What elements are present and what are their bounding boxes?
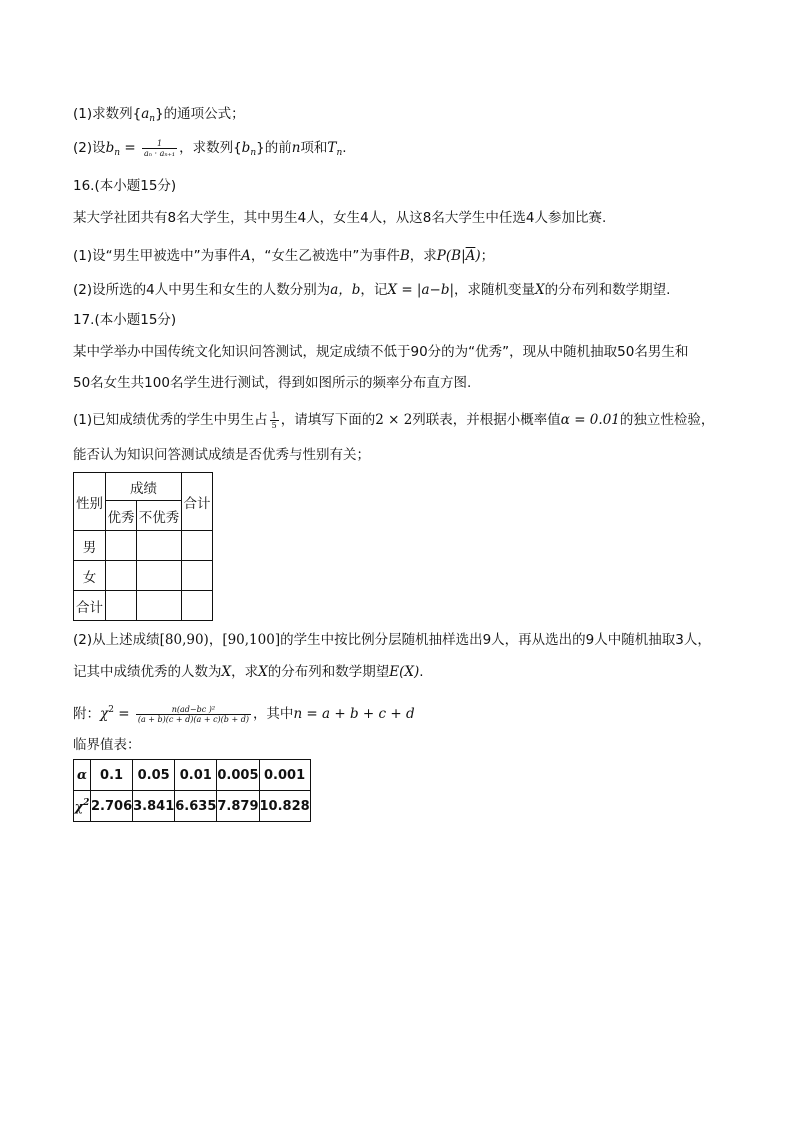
chi-value-cell: 6.635 [175,791,217,822]
q15-part1 [73,104,245,129]
alpha-cell: 0.05 [133,760,175,791]
var-A-complement: $\overline{A}$ [465,248,476,264]
q17-part1-text: (1)已知成绩优秀的学生中男生占 [73,412,268,428]
header-gender: 性别 [74,473,106,531]
subscript-n: n [149,114,156,124]
q15-part2-text-mid3: 项和 [300,140,328,156]
q17-part2-line1 [73,630,711,650]
q16-header: 16.(本小题15分) [73,178,177,194]
superscript-2: 2 [108,705,114,715]
table-cell [182,561,213,591]
table-cell [106,531,137,561]
alpha-value: α = 0.01 [560,412,620,428]
chi-value-cell: 2.706 [91,791,133,822]
row-total: 合计 [74,591,106,621]
row-female: 女 [74,561,106,591]
q16-part1 [73,246,494,266]
chi-square-fraction [136,705,251,724]
q15-part2-text-mid2: }的前 [256,140,292,156]
var-b: b [105,140,115,156]
row-male: 男 [74,531,106,561]
fraction-numerator: 1 [156,138,163,148]
alpha-cell: 0.01 [175,760,217,791]
appendix-formula [73,700,415,724]
appendix-text-mid: ，其中 [252,706,294,722]
q17-part1-line2: 能否认为知识问答测试成绩是否优秀与性别有关； [73,447,370,463]
q17-part2-text-post: 的学生中按比例分层随机抽样选出9人，再从选出的9人中随机抽取3人， [280,632,711,648]
subscript-n: n [250,148,257,158]
contingency-table [73,472,213,621]
q16-part2-text: (2)设所选的4人中男生和女生的人数分别为 [73,282,331,298]
fraction-numerator: 1 [271,410,277,420]
var-X: X [258,664,268,680]
var-A: A [241,248,251,264]
var-X: X [221,664,232,680]
table-size: 2 × 2 [375,412,413,428]
q16-part2 [73,280,670,300]
chi-symbol: χ [100,706,109,722]
q16-part1-text: (1)设“男生甲被选中”为事件 [73,248,242,264]
q17-part2-line2-text: 记其中成绩优秀的人数为 [73,664,222,680]
chi-value-cell: 7.879 [217,791,259,822]
fraction-denominator: (a + b)(c + d)(a + c)(b + d) [137,714,249,724]
alpha-cell: 0.1 [91,760,133,791]
header-excellent: 优秀 [106,501,137,531]
var-a: a [141,106,150,122]
subscript-n: n [114,148,121,158]
header-not-excellent: 不优秀 [137,501,182,531]
n-definition: n = a + b + c + d [293,706,415,722]
q17-part1 [73,410,714,430]
q16-part1-text-mid2: ，求 [409,248,437,264]
var-B: B [399,248,410,264]
fraction-denominator: 5 [271,420,277,430]
var-T: T [327,140,337,156]
fraction-one-fifth [270,411,279,430]
comma: ， [208,632,223,648]
q17-part1-text-end: 的独立性检验， [619,412,715,428]
period: . [419,664,424,680]
critical-value-title: 临界值表： [73,737,141,753]
q16-stem: 某大学社团共有8名大学生，其中男生4人，女生4人，从这8名大学生中任选4人参加比赛. [73,210,607,226]
table-cell [137,531,182,561]
q17-stem-line2: 50名女生共100名学生进行测试，得到如图所示的频率分布直方图. [73,375,472,391]
q17-part1-text-mid2: 列联表，并根据小概率值 [412,412,561,428]
q16-part2-text-end: 的分布列和数学期望. [544,282,671,298]
subscript-n: n [336,148,343,158]
q15-part2-text-mid: ，求数列{ [179,140,242,156]
probability-expr: P(B| [436,248,466,264]
var-n: n [291,140,301,156]
q15-part1-text: (1)求数列{ [73,106,142,122]
expectation-EX: E(X) [389,664,420,680]
critical-value-table [73,759,311,822]
alpha-cell: 0.005 [217,760,259,791]
probability-close: ) [475,248,481,264]
chi-label [74,791,91,822]
superscript-2: 2 [83,797,90,808]
table-cell [182,591,213,621]
expr-X: X = |a−b| [387,282,455,298]
var-X: X [535,282,545,298]
chi-value-cell: 3.841 [133,791,175,822]
q15-part1-text-end: }的通项公式； [155,106,245,122]
fraction [142,139,177,158]
period: . [342,140,347,156]
fraction-numerator: n(ad−bc )² [171,704,216,714]
q16-part2-text-mid2: ，求随机变量 [454,282,536,298]
fraction-denominator: aₙ · aₙ₊₁ [143,148,176,158]
q17-part2-line2-mid: ，求 [231,664,259,680]
q16-part2-text-mid: ，记 [360,282,388,298]
q17-part2-line2 [73,662,424,682]
q17-part2-text: (2)从上述成绩 [73,632,160,648]
q17-stem-line1: 某中学举办中国传统文化知识问答测试，规定成绩不低于90分的为“优秀”，现从中随机抽取50名男生和 [73,344,689,360]
equals-sign: = [113,706,134,722]
header-score: 成绩 [106,473,182,501]
header-total: 合计 [182,473,213,531]
chi-value-cell: 10.828 [259,791,310,822]
interval-90-100: [90,100] [222,632,281,648]
q15-part2-text: (2)设 [73,140,106,156]
alpha-cell: 0.001 [259,760,310,791]
vars-a-b: a，b [330,282,361,298]
table-cell [137,561,182,591]
semicolon: ； [480,248,495,264]
table-cell [182,531,213,561]
appendix-label: 附： [73,706,100,722]
q17-part1-text-mid: ，请填写下面的 [280,412,376,428]
alpha-label: α [74,760,91,791]
table-cell [106,561,137,591]
table-cell [106,591,137,621]
q15-part2 [73,138,347,163]
interval-80-90: [80,90) [159,632,209,648]
q17-header: 17.(本小题15分) [73,312,177,328]
q16-part1-text-mid: ，“女生乙被选中”为事件 [250,248,400,264]
equals-sign: = [120,140,140,156]
q17-part2-line2-mid2: 的分布列和数学期望 [267,664,390,680]
chi-symbol: χ [74,799,84,815]
table-cell [137,591,182,621]
var-b: b [241,140,251,156]
